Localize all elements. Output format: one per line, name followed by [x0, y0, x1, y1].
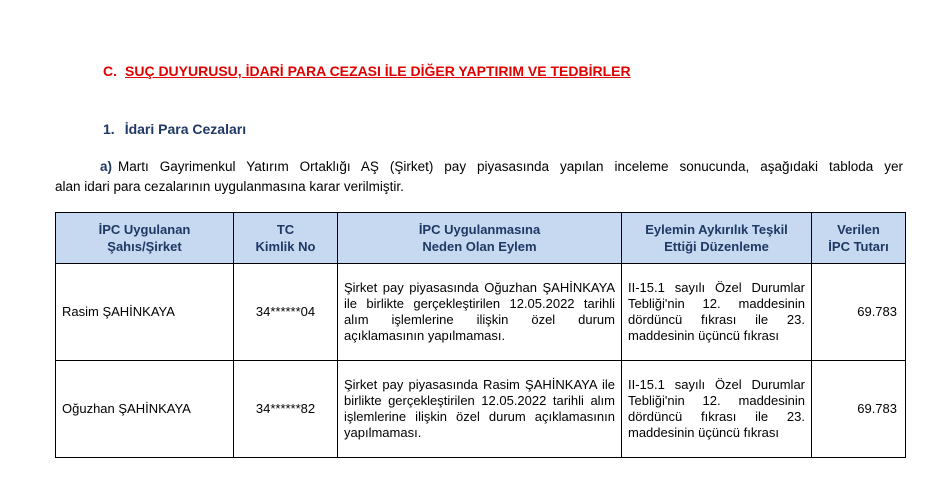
cell-tc: 34******04 — [234, 264, 338, 361]
cell-name: Rasim ŞAHİNKAYA — [56, 264, 234, 361]
cell-amount: 69.783 — [812, 264, 906, 361]
header-regulation: Eylemin Aykırılık Teşkil Ettiği Düzenleme — [622, 213, 812, 264]
table-row — [56, 361, 906, 458]
cell-tc: 34******82 — [234, 361, 338, 458]
cell-action: Şirket pay piyasasında Rasim ŞAHİNKAYA ile birlikte gerçekleştirilen 12.05.2022 tarihli alım işlemlerine ilişkin özel durum açıklamasının yapılmaması. — [338, 361, 622, 458]
intro-paragraph — [55, 157, 903, 197]
cell-regulation: II-15.1 sayılı Özel Durumlar Tebliği'nin 12. maddesinin dördüncü fıkrası ile 23. maddesinin üçüncü fıkrası — [622, 264, 812, 361]
table-row — [56, 264, 906, 361]
paragraph-text-1: Martı Gayrimenkul Yatırım Ortaklığı AŞ (Şirket) pay piyasasında yapılan inceleme sonucunda, aşağıdaki tabloda yer — [118, 159, 903, 174]
table-header-row — [56, 213, 906, 264]
section-title: SUÇ DUYURUSU, İDARİ PARA CEZASI İLE DİĞER YAPTIRIM VE TEDBİRLER — [125, 63, 631, 79]
penalty-table — [55, 212, 906, 458]
cell-action: Şirket pay piyasasında Oğuzhan ŞAHİNKAYA ile birlikte gerçekleştirilen 12.05.2022 tarihli alım işlemlerine ilişkin özel durum açıklamasının yapılmaması. — [338, 264, 622, 361]
header-amount: Verilen İPC Tutarı — [812, 213, 906, 264]
section-heading — [103, 63, 631, 79]
cell-regulation: II-15.1 sayılı Özel Durumlar Tebliği'nin 12. maddesinin dördüncü fıkrası ile 23. maddesinin üçüncü fıkrası — [622, 361, 812, 458]
cell-name: Oğuzhan ŞAHİNKAYA — [56, 361, 234, 458]
paragraph-line-1 — [55, 157, 903, 177]
subsection-label: 1. — [103, 121, 115, 137]
paragraph-line-2: alan idari para cezalarının uygulanmasına karar verilmiştir. — [55, 179, 404, 194]
subsection-heading — [103, 121, 246, 137]
paragraph-label: a) — [100, 159, 113, 174]
header-tc: TC Kimlik No — [234, 213, 338, 264]
section-label: C. — [103, 63, 117, 79]
header-action: İPC Uygulanmasına Neden Olan Eylem — [338, 213, 622, 264]
header-person: İPC Uygulanan Şahıs/Şirket — [56, 213, 234, 264]
subsection-title: İdari Para Cezaları — [124, 121, 247, 137]
cell-amount: 69.783 — [812, 361, 906, 458]
